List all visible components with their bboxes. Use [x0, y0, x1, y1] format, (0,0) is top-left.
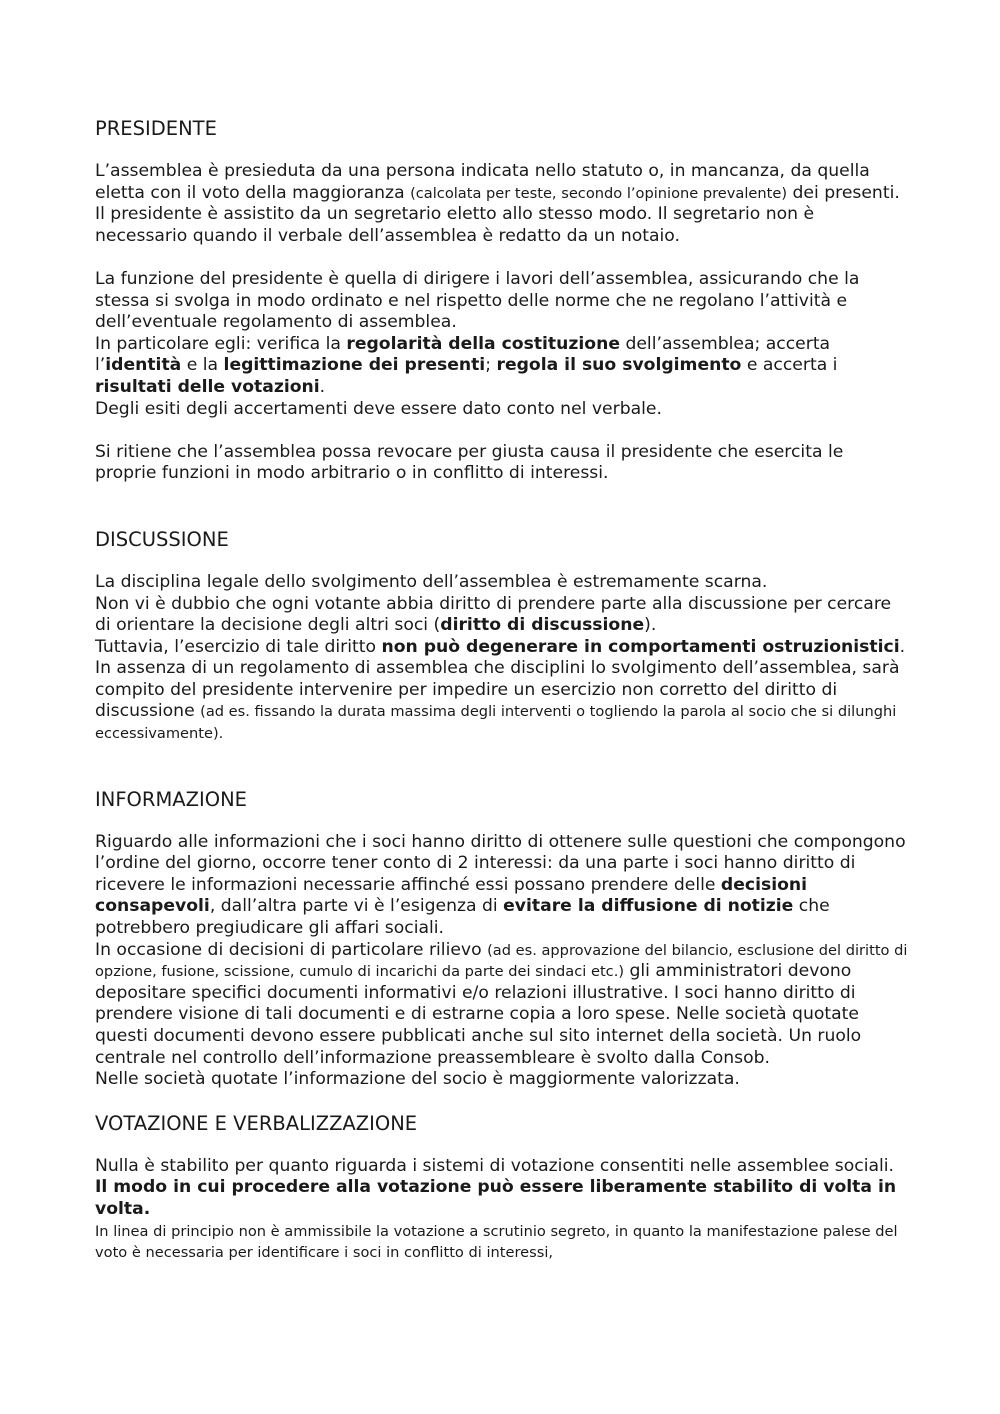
paragraph: Tuttavia, l’esercizio di tale diritto non può degenerare in comportamenti ostruzionistici. In assenza di un regolamento di assemblea che disciplini lo svolgimento dell’assemblea, sarà compito del presidente intervenire per impedire un esercizio non corretto del diritto di discussione (ad es. fissando la durata massima degli interventi o togliendo la parola al socio che si dilunghi eccessivamente).	[95, 636, 906, 743]
section-votazione-verbalizzazione	[95, 1112, 910, 1264]
paragraph: In linea di principio non è ammissibile la votazione a scrutinio segreto, in quanto la manifestazione palese del voto è necessaria per identificare i soci in conflitto di interessi,	[95, 1222, 898, 1262]
section-presidente	[95, 117, 910, 485]
section-heading: DISCUSSIONE	[95, 527, 229, 551]
paragraph: Nelle società quotate l’informazione del socio è maggiormente valorizzata.	[95, 1069, 740, 1090]
section-informazione	[95, 788, 910, 1091]
paragraph: In particolare egli: verifica la regolarità della costituzione dell’assemblea; accerta l’identità e la legittimazione dei presenti; regola il suo svolgimento e accerta i risultati delle votazioni.	[95, 333, 838, 397]
section-heading: PRESIDENTE	[95, 117, 217, 140]
document-page	[95, 117, 910, 1264]
paragraph: Il presidente è assistito da un segretario eletto allo stesso modo. Il segretario non è necessario quando il verbale dell’assemblea è redatto da un notaio.	[95, 204, 815, 246]
paragraph: Non vi è dubbio che ogni votante abbia diritto di prendere parte alla discussione per cercare di orientare la decisione degli altri soci (diritto di discussione).	[95, 593, 892, 636]
paragraph: Nulla è stabilito per quanto riguarda i sistemi di votazione consentiti nelle assemblee sociali. Il modo in cui procedere alla votazione può essere liberamente stabilito di volta in volta.	[95, 1155, 897, 1219]
paragraph: Degli esiti degli accertamenti deve essere dato conto nel verbale.	[95, 398, 662, 419]
paragraph: Si ritiene che l’assemblea possa revocare per giusta causa il presidente che esercita le proprie funzioni in modo arbitrario o in conflitto di interessi.	[95, 441, 844, 484]
paragraph: La disciplina legale dello svolgimento dell’assemblea è estremamente scarna.	[95, 571, 768, 592]
section-discussione	[95, 528, 910, 745]
paragraph: In occasione di decisioni di particolare rilievo (ad es. approvazione del bilancio, esclusione del diritto di opzione, fusione, scissione, cumulo di incarichi da parte dei sindaci etc.) gli amministratori devono depositare specifici documenti informativi e/o relazioni illustrative. I soci hanno diritto di prendere visione di tali documenti e di estrarne copia a loro spese. Nelle società quotate questi documenti devono essere pubblicati anche sul sito internet della società. Un ruolo centrale nel controllo dell’informazione preassembleare è svolto dalla Consob.	[95, 939, 908, 1068]
section-heading: INFORMAZIONE	[95, 787, 247, 811]
paragraph: L’assemblea è presieduta da una persona indicata nello statuto o, in mancanza, da quella eletta con il voto della maggioranza (calcolata per teste, secondo l’opinione prevalente) dei presenti.	[95, 161, 900, 203]
paragraph: Riguardo alle informazioni che i soci hanno diritto di ottenere sulle questioni che compongono l’ordine del giorno, occorre tener conto di 2 interessi: da una parte i soci hanno diritto di ricevere le informazioni necessarie affinché essi possano prendere delle decisioni consapevoli, dall’altra parte vi è l’esigenza di evitare la diffusione di notizie che potrebbero pregiudicare gli affari sociali.	[95, 831, 906, 939]
paragraph: La funzione del presidente è quella di dirigere i lavori dell’assemblea, assicurando che la stessa si svolga in modo ordinato e nel rispetto delle norme che ne regolano l’attività e dell’eventuale regolamento di assemblea.	[95, 268, 860, 333]
section-heading: VOTAZIONE E VERBALIZZAZIONE	[95, 1111, 418, 1135]
